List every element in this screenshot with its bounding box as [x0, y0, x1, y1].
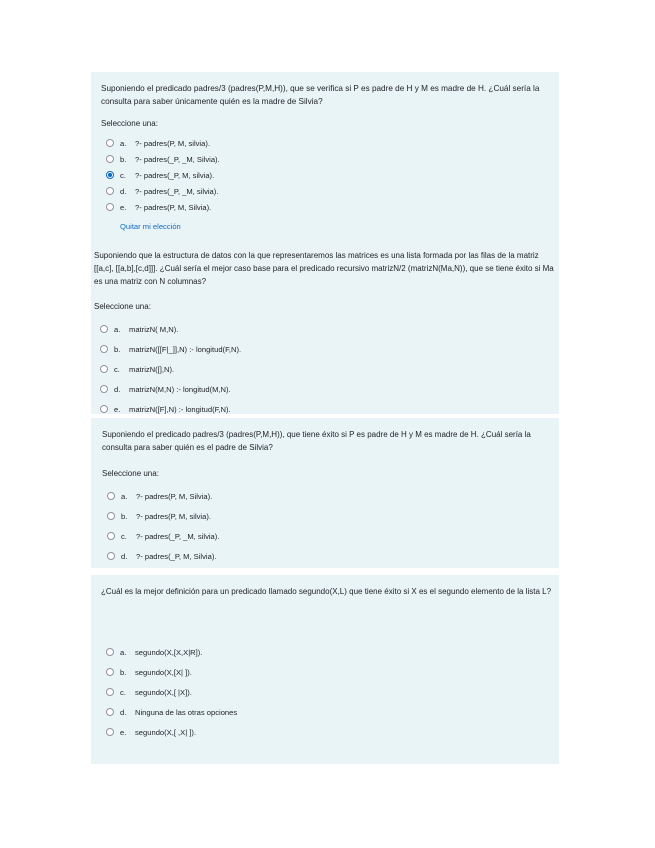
radio-button[interactable]	[107, 492, 115, 500]
option-text: ?- padres(P, M, silvia).	[136, 511, 211, 521]
option-text: ?- padres(_P, _M, silvia).	[135, 186, 219, 196]
answer-option[interactable]	[101, 722, 559, 742]
option-text: ?- padres(P, M, silvia).	[135, 138, 210, 148]
option-text: ?- padres(_P, M, silvia).	[135, 170, 215, 180]
radio-button[interactable]	[100, 385, 108, 393]
option-text: segundo(X,[ |X]).	[135, 687, 192, 697]
answer-option[interactable]	[101, 135, 559, 151]
option-text: ?- padres(_P, _M, Silvia).	[135, 154, 220, 164]
answer-option[interactable]	[101, 167, 559, 183]
answer-option[interactable]	[94, 399, 559, 419]
radio-button[interactable]	[106, 139, 114, 147]
option-letter: a.	[114, 324, 121, 334]
clear-choice-link[interactable]: Quitar mi elección	[120, 222, 181, 231]
option-letter: c.	[114, 364, 120, 374]
answer-options	[94, 319, 559, 419]
radio-button[interactable]	[106, 648, 114, 656]
radio-button[interactable]	[106, 708, 114, 716]
option-letter: d.	[121, 551, 128, 561]
select-one-label: Seleccione una:	[101, 119, 158, 128]
option-text: matrizN(M,N) :- longitud(M,N).	[129, 384, 231, 394]
question-text: Suponiendo que la estructura de datos con la que representaremos las matrices es una lista formada por las filas de la matriz [[a,c], [[a,b],[c,d]]]. ¿Cuál sería el mejor caso base para el predicado recursivo matrizN/2 (matrizN(Ma,N)), que se tiene éxito si Ma es una matriz con N columnas?	[94, 251, 554, 286]
option-text: ?- padres(P, M, Silvia).	[135, 202, 212, 212]
option-letter: e.	[120, 727, 127, 737]
answer-option[interactable]	[101, 642, 559, 662]
radio-button[interactable]	[100, 325, 108, 333]
answer-option[interactable]	[94, 379, 559, 399]
option-letter: a.	[120, 647, 127, 657]
option-letter: c.	[120, 687, 126, 697]
radio-button[interactable]	[106, 668, 114, 676]
option-text: matrizN([F],N) :- longitud(F,N).	[129, 404, 231, 414]
option-letter: c.	[120, 170, 126, 180]
answer-option[interactable]	[101, 199, 559, 215]
radio-button[interactable]	[106, 728, 114, 736]
radio-button[interactable]	[106, 155, 114, 163]
question-3	[91, 418, 559, 568]
answer-option[interactable]	[94, 339, 559, 359]
answer-options	[101, 642, 559, 742]
option-text: segundo(X,[X| ]).	[135, 667, 192, 677]
option-text: ?- padres(P, M, Silvia).	[136, 491, 213, 501]
question-text: Suponiendo el predicado padres/3 (padres(P,M,H)), que tiene éxito si P es padre de H y M es madre de H. ¿Cuál sería la consulta para saber quién es el padre de Silvia?	[102, 430, 531, 452]
radio-button[interactable]	[100, 405, 108, 413]
option-letter: e.	[120, 202, 127, 212]
answer-option[interactable]	[101, 662, 559, 682]
answer-option[interactable]	[102, 546, 559, 566]
answer-option[interactable]	[102, 486, 559, 506]
option-text: ?- padres(_P, M, Silvia).	[136, 551, 217, 561]
radio-button[interactable]	[107, 552, 115, 560]
select-one-label: Seleccione una:	[102, 469, 159, 478]
answer-options	[102, 486, 559, 566]
option-text: ?- padres(_P, _M, silvia).	[136, 531, 220, 541]
question-4	[91, 575, 559, 764]
radio-button[interactable]	[106, 203, 114, 211]
answer-option[interactable]	[101, 151, 559, 167]
option-text: segundo(X,[X,X|R]).	[135, 647, 203, 657]
option-letter: e.	[114, 404, 121, 414]
option-text: matrizN([],N).	[129, 364, 175, 374]
option-letter: a.	[121, 491, 128, 501]
radio-button[interactable]	[100, 365, 108, 373]
radio-button[interactable]	[106, 187, 114, 195]
option-letter: a.	[120, 138, 127, 148]
option-letter: c.	[121, 531, 127, 541]
option-letter: b.	[120, 667, 127, 677]
option-letter: b.	[121, 511, 128, 521]
radio-button[interactable]	[106, 171, 114, 179]
option-text: Ninguna de las otras opciones	[135, 707, 238, 717]
answer-option[interactable]	[101, 682, 559, 702]
select-one-label: Seleccione una:	[94, 302, 151, 311]
answer-option[interactable]	[102, 526, 559, 546]
option-letter: b.	[114, 344, 121, 354]
question-text: Suponiendo el predicado padres/3 (padres(P,M,H)), que se verifica si P es padre de H y M es madre de H. ¿Cuál sería la consulta para saber únicamente quién es la madre de Silvia?	[101, 84, 540, 106]
answer-option[interactable]	[102, 506, 559, 526]
option-letter: d.	[120, 186, 127, 196]
option-text: matrizN([[F|_]],N) :- longitud(F,N).	[129, 344, 242, 354]
option-text: segundo(X,[ ,X| ]).	[135, 727, 197, 737]
option-text: matrizN( M,N).	[129, 324, 179, 334]
answer-option[interactable]	[94, 319, 559, 339]
radio-button[interactable]	[100, 345, 108, 353]
answer-option[interactable]	[94, 359, 559, 379]
radio-button[interactable]	[107, 532, 115, 540]
question-1	[91, 72, 559, 242]
answer-options	[101, 135, 559, 215]
radio-button[interactable]	[107, 512, 115, 520]
option-letter: b.	[120, 154, 127, 164]
answer-option[interactable]	[101, 183, 559, 199]
question-text: ¿Cuál es la mejor definición para un predicado llamado segundo(X,L) que tiene éxito si X es el segundo elemento de la lista L?	[101, 587, 552, 596]
answer-option[interactable]	[101, 702, 559, 722]
option-letter: d.	[114, 384, 121, 394]
radio-button[interactable]	[106, 688, 114, 696]
question-2	[91, 242, 559, 414]
option-letter: d.	[120, 707, 127, 717]
